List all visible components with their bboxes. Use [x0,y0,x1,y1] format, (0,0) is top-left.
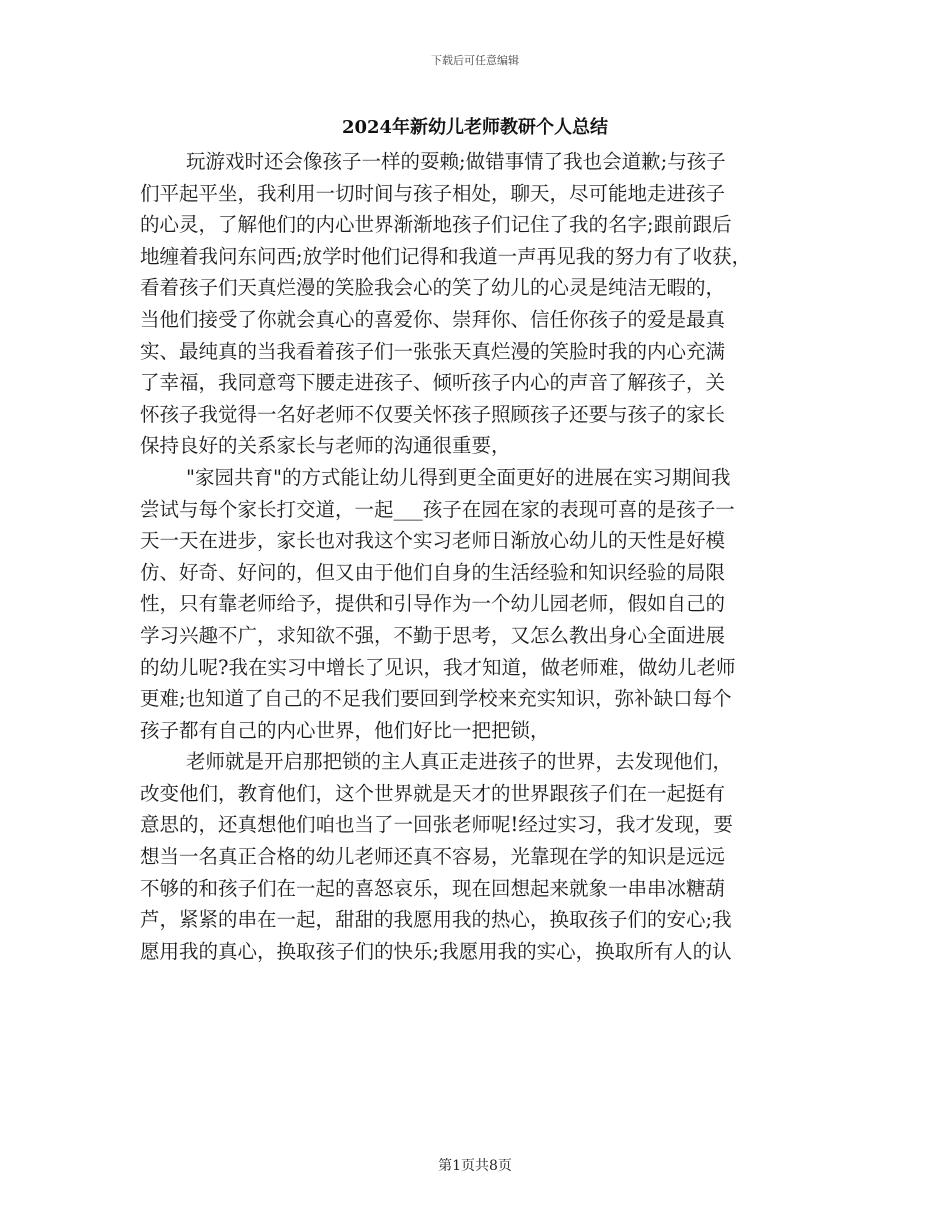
text-line: 改变他们，教育他们，这个世界就是天才的世界跟孩子们在一起挺有 [140,781,726,805]
text-line: 尝试与每个家长打交道，一起___孩子在园在家的表现可喜的是孩子一 [140,497,735,521]
text-line: 想当一名真正合格的幼儿老师还真不容易，光靠现在学的知识是远远 [140,845,726,869]
text-line: 的心灵，了解他们的内心世界渐渐地孩子们记住了我的名字;跟前跟后 [140,213,732,237]
text-line: 地缠着我问东问西;放学时他们记得和我道一声再见我的努力有了收获， [140,244,752,268]
text-line: 看着孩子们天真烂漫的笑脸我会心的笑了幼儿的心灵是纯洁无暇的， [140,276,726,300]
text-line: 老师就是开启那把锁的主人真正走进孩子的世界，去发现他们， [186,750,733,774]
text-line: 仿、好奇、好问的，但又由于他们自身的生活经验和知识经验的局限 [140,560,726,584]
text-line: 孩子都有自己的内心世界，他们好比一把把锁， [140,718,550,742]
text-line: 玩游戏时还会像孩子一样的耍赖;做错事情了我也会道歉;与孩子 [186,150,726,173]
text-line: 芦，紧紧的串在一起，甜甜的我愿用我的热心，换取孩子们的安心;我 [140,908,732,932]
page-footer-number: 第1页共8页 [438,1158,512,1174]
text-line: 们平起平坐，我利用一切时间与孩子相处，聊天，尽可能地走进孩子 [140,181,726,205]
text-line: 意思的，还真想他们咱也当了一回张老师呢!经过实习，我才发现，要 [140,813,733,837]
document-title: 2024年新幼儿老师教研个人总结 [341,117,609,138]
text-line: 当他们接受了你就会真心的喜爱你、崇拜你、信任你孩子的爱是最真 [140,307,726,331]
paragraph-lines [140,146,812,967]
text-line: "家园共育"的方式能让幼儿得到更全面更好的进展在实习期间我 [186,465,731,489]
text-line: 天一天在进步，家长也对我这个实习老师日渐放心幼儿的天性是好模 [140,529,726,553]
text-line: 愿用我的真心，换取孩子们的快乐;我愿用我的实心，换取所有人的认 [140,939,732,963]
text-line: 怀孩子我觉得一名好老师不仅要关怀孩子照顾孩子还要与孩子的家长 [140,402,726,426]
text-line: 不够的和孩子们在一起的喜怒哀乐，现在回想起来就象一串串冰糖葫 [140,876,726,900]
text-line: 更难;也知道了自己的不足我们要回到学校来充实知识，弥补缺口每个 [140,687,732,711]
page-header-note: 下载后可任意编辑 [431,54,519,67]
text-line: 的幼儿呢?我在实习中增长了见识，我才知道，做老师难，做幼儿老师 [140,655,736,679]
text-line: 保持良好的关系家长与老师的沟通很重要， [140,434,511,458]
text-line: 实、最纯真的当我看着孩子们一张张天真烂漫的笑脸时我的内心充满 [140,339,726,363]
text-line: 性，只有靠老师给予，提供和引导作为一个幼儿园老师，假如自己的 [140,592,726,616]
text-line: 学习兴趣不广，求知欲不强，不勤于思考，又怎么教出身心全面进展 [140,623,726,647]
document-body [140,146,812,967]
text-line: 了幸福，我同意弯下腰走进孩子、倾听孩子内心的声音了解孩子，关 [140,371,726,395]
